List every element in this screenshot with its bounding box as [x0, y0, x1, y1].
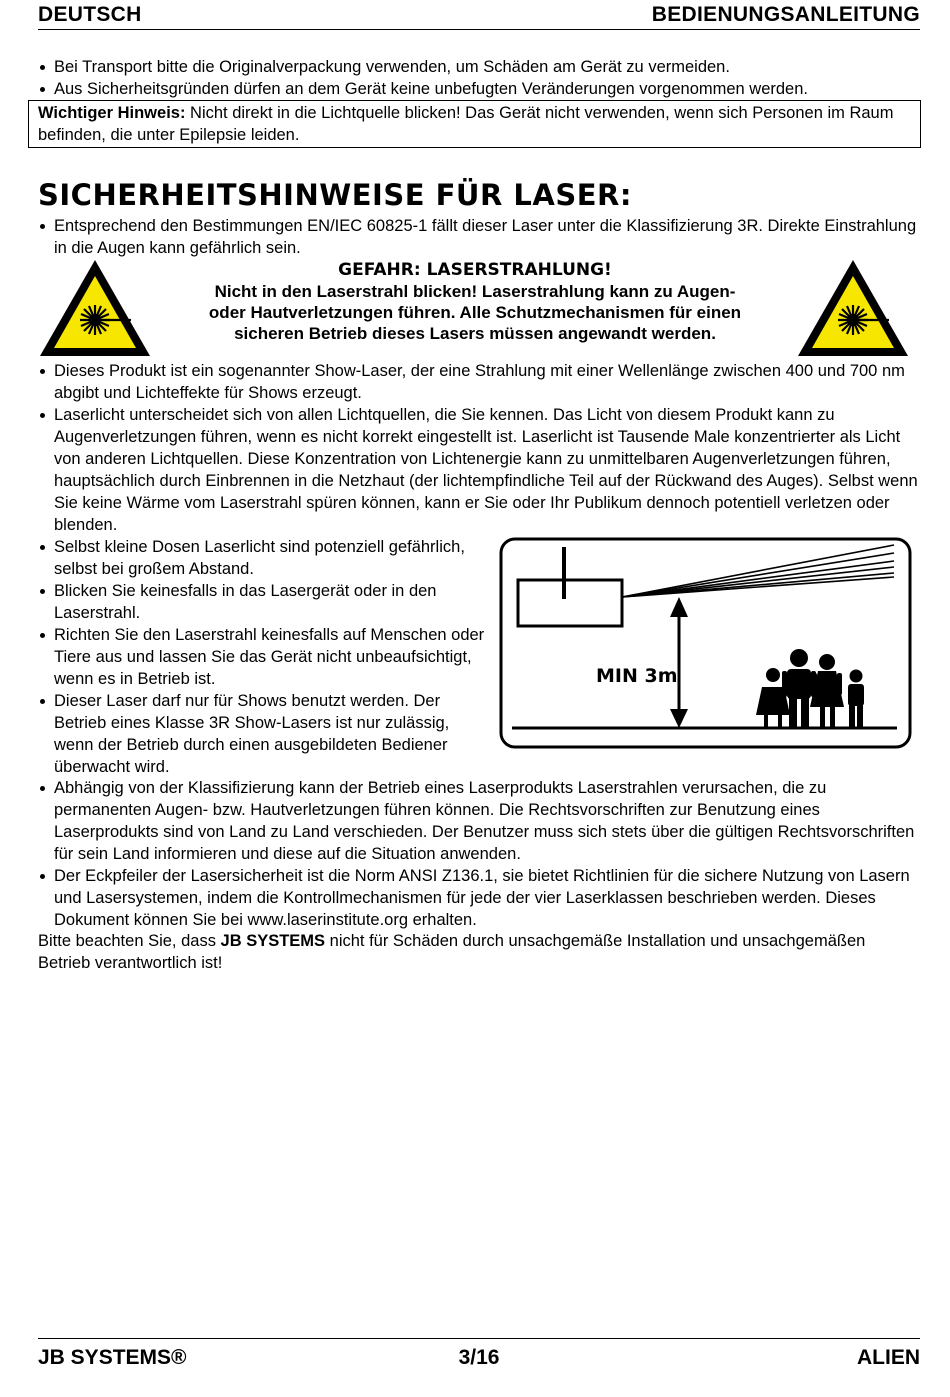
section-title: SICHERHEITSHINWEISE FÜR LASER:	[38, 178, 632, 212]
brand-name: JB SYSTEMS	[220, 932, 326, 950]
footer-brand: JB SYSTEMS®	[38, 1346, 187, 1369]
notice-label: Wichtiger Hinweis:	[38, 104, 186, 122]
list-item: Dieses Produkt ist ein sogenannter Show-Laser, der eine Strahlung mit einer Wellenlänge zwischen 400 und 700 nm abgibt und Lichteffekte für Shows erzeugt.	[38, 360, 918, 404]
header-doc-type: BEDIENUNGSANLEITUNG	[651, 3, 920, 26]
list-item: Der Eckpfeiler der Lasersicherheit ist die Norm ANSI Z136.1, sie bietet Richtlinien für die sichere Nutzung von Lasern und Lasersystemen, indem die Kontrollmechanismen für jede der vier Laserklassen beschrieben werden. Dieses Dokument können Sie bei www.laserinstitute.org erhalten.	[38, 865, 918, 931]
page-header	[38, 2, 920, 30]
page-number: 3/16	[458, 1346, 500, 1369]
important-notice-box	[28, 100, 921, 148]
laser-warning-icon	[37, 257, 153, 359]
danger-warning-text	[160, 260, 790, 344]
danger-line: Nicht in den Laserstrahl blicken! Laserstrahlung kann zu Augen-	[214, 282, 736, 301]
laser-info-bullet-list	[38, 360, 918, 536]
disclaimer-pre: Bitte beachten Sie, dass	[38, 932, 221, 950]
list-item: Aus Sicherheitsgründen dürfen an dem Gerät keine unbefugten Veränderungen vorgenommen werden.	[38, 78, 918, 100]
intro-bullet-list	[38, 56, 918, 100]
danger-line: sicheren Betrieb dieses Lasers müssen angewandt werden.	[234, 324, 716, 343]
disclaimer-post: nicht für Schäden durch unsachgemäße Installation und unsachgemäßen Betrieb verantwortlich ist!	[38, 932, 866, 972]
liability-disclaimer	[38, 930, 918, 974]
min-height-label: MIN 3m	[596, 665, 678, 687]
laser-class-bullet-list	[38, 215, 918, 259]
legal-bullet-list	[38, 777, 918, 931]
list-item: Dieser Laser darf nur für Shows benutzt werden. Der Betrieb eines Klasse 3R Show-Lasers ist nur zulässig, wenn der Betrieb durch einen ausgebildeten Bediener überwacht wird.	[38, 690, 493, 778]
laser-warning-icon	[795, 257, 911, 359]
footer-product: ALIEN	[857, 1346, 920, 1369]
minimum-height-diagram	[499, 537, 912, 749]
list-item: Selbst kleine Dosen Laserlicht sind potenziell gefährlich, selbst bei großem Abstand.	[38, 536, 493, 580]
list-item: Entsprechend den Bestimmungen EN/IEC 60825-1 fällt dieser Laser unter die Klassifizierung 3R. Direkte Einstrahlung in die Augen kann gefährlich sein.	[38, 215, 918, 259]
list-item: Bei Transport bitte die Originalverpackung verwenden, um Schäden am Gerät zu vermeiden.	[38, 56, 918, 78]
notice-text: Nicht direkt in die Lichtquelle blicken! Das Gerät nicht verwenden, wenn sich Personen im Raum befinden, die unter Epilepsie leiden.	[38, 104, 894, 144]
list-item: Richten Sie den Laserstrahl keinesfalls auf Menschen oder Tiere aus und lassen Sie das Gerät nicht unbeaufsichtigt, wenn es in Betrieb ist.	[38, 624, 493, 690]
danger-title: GEFAHR: LASERSTRAHLUNG!	[338, 260, 612, 280]
danger-line: oder Hautverletzungen führen. Alle Schutzmechanismen für einen	[208, 303, 742, 322]
list-item: Abhängig von der Klassifizierung kann der Betrieb eines Laserprodukts Laserstrahlen verursachen, die zu permanenten Augen- bzw. Hautverletzungen führen können. Die Rechtsvorschriften zur Benutzung eines Laserprodukts sind von Land zu Land verschieden. Der Benutzer muss sich stets über die gültigen Rechtsvorschriften für sein Land informieren und diese auf die Situation anwenden.	[38, 777, 918, 865]
page-footer	[38, 1338, 920, 1372]
header-language: DEUTSCH	[38, 3, 142, 26]
list-item: Blicken Sie keinesfalls in das Lasergerät oder in den Laserstrahl.	[38, 580, 493, 624]
list-item: Laserlicht unterscheidet sich von allen Lichtquellen, die Sie kennen. Das Licht von diesem Produkt kann zu Augenverletzungen führen, wenn es nicht korrekt eingestellt ist. Laserlicht ist Tausende Male konzentrierter als Licht von anderen Lichtquellen. Diese Konzentration von Lichtenergie kann zu unmittelbaren Augenverletzungen führen, hauptsächlich durch Einbrennen in die Netzhaut (der lichtempfindliche Teil auf der Rückwand des Auges). Selbst wenn Sie keine Wärme vom Laserstrahl spüren können, kann er Sie oder Ihr Publikum dennoch potentiell verletzen oder blenden.	[38, 404, 918, 536]
laser-safety-bullet-list	[38, 536, 493, 778]
